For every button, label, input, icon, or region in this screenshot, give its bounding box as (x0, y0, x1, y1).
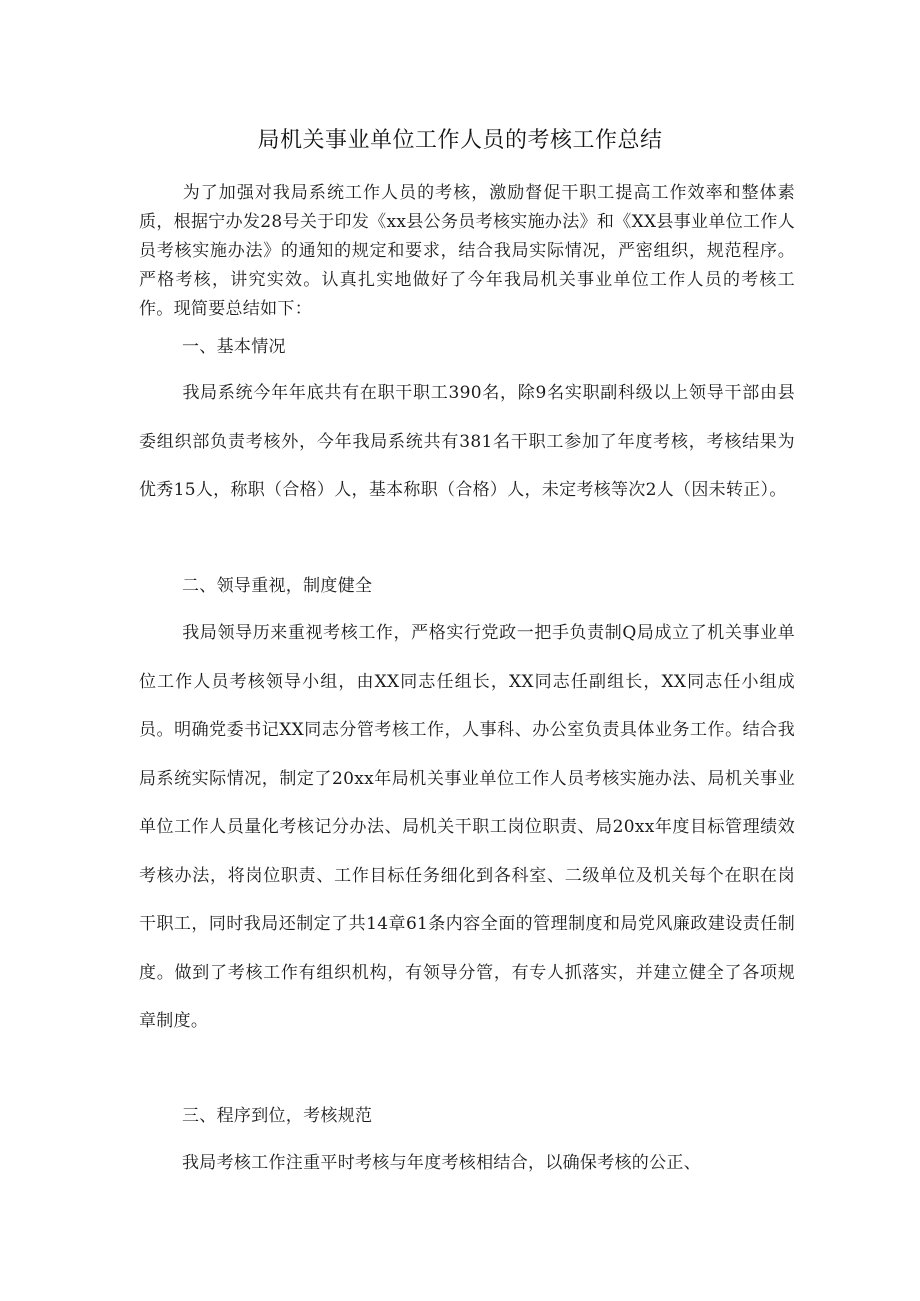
intro-text: 为了加强对我局系统工作人员的考核，激励督促干职工提高工作效率和整体素质，根据宁办发28号关于印发《xx县公务员考核实施办法》和《XX县事业单位工作人员考核实施办法》的通知的规定和要求，结合我局实际情况，严密组织，规范程序。严格考核，讲究实效。认真扎实地做好了今年我局机关事业单位工作人员的考核工作。现简要总结如下： (139, 183, 795, 319)
section-2-heading: 二、领导重视，制度健全 (182, 576, 373, 596)
section-3-heading: 三、程序到位，考核规范 (182, 1106, 373, 1126)
section-1-text: 我局系统今年年底共有在职干职工390名，除9名实职副科级以上领导干部由县委组织部负责考核外，今年我局系统共有381名干职工参加了年度考核，考核结果为优秀15人，称职（合格）人，基本称职（合格）人，未定考核等次2人（因未转正）。 (139, 383, 795, 500)
intro-paragraph (139, 179, 795, 324)
section-3-paragraph (139, 1139, 795, 1188)
document-title: 局机关事业单位工作人员的考核工作总结 (257, 128, 663, 153)
section-2-paragraph (139, 609, 795, 1046)
section-1-paragraph (139, 369, 795, 515)
section-2-text: 我局领导历来重视考核工作，严格实行党政一把手负责制Q局成立了机关事业单位工作人员考核领导小组，由XX同志任组长，XX同志任副组长，XX同志任小组成员。明确党委书记XX同志分管考核工作，人事科、办公室负责具体业务工作。结合我局系统实际情况，制定了20xx年局机关事业单位工作人员考核实施办法、局机关事业单位工作人员量化考核记分办法、局机关干职工岗位职责、局20xx年度目标管理绩效考核办法，将岗位职责、工作目标任务细化到各科室、二级单位及机关每个在职在岗干职工，同时我局还制定了共14章61条内容全面的管理制度和局党风廉政建设责任制度。做到了考核工作有组织机构，有领导分管，有专人抓落实，并建立健全了各项规章制度。 (139, 623, 795, 1031)
section-1-heading: 一、基本情况 (182, 337, 286, 357)
section-3-text: 我局考核工作注重平时考核与年度考核相结合，以确保考核的公正、 (182, 1153, 701, 1173)
